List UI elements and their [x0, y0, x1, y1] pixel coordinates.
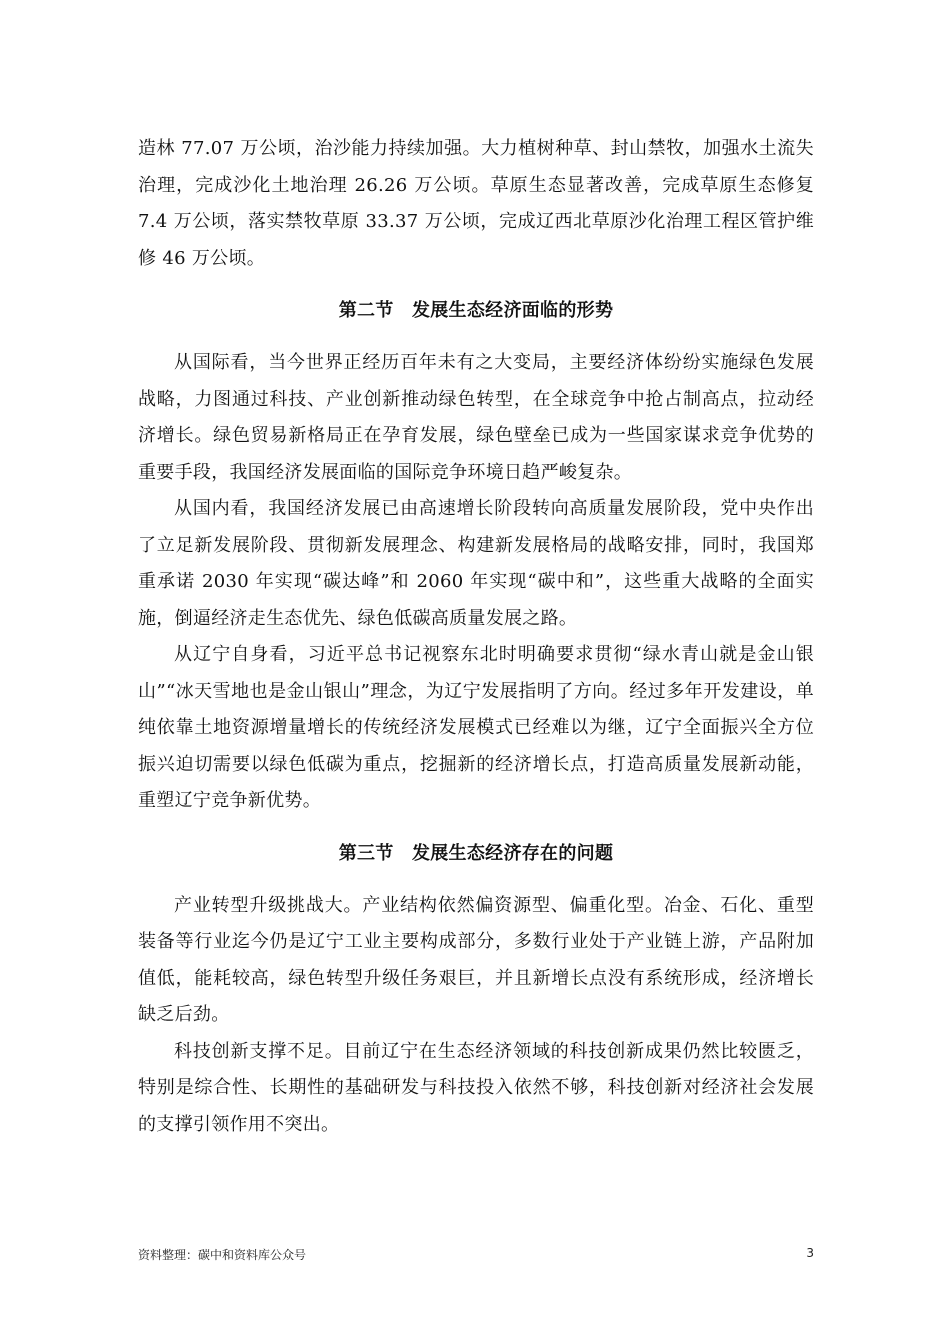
section-title-3: 第三节 发展生态经济存在的问题	[338, 842, 614, 864]
footer-source: 资料整理：碳中和资料库公众号	[138, 1248, 307, 1262]
paragraph-industry: 产业转型升级挑战大。产业结构依然偏资源型、偏重化型。冶金、石化、重型装备等行业迄今仍是辽宁工业主要构成部分，多数行业处于产业链上游，产品附加值低，能耗较高，绿色转型升级任务艰巨，并且新增长点没有系统形成，经济增长缺乏后劲。	[138, 894, 814, 1025]
paragraph-intro: 造林 77.07 万公顷，治沙能力持续加强。大力植树种草、封山禁牧，加强水土流失治理，完成沙化土地治理 26.26 万公顷。草原生态显著改善，完成草原生态修复 7.4 万公顷，落实禁牧草原 33.37 万公顷，完成辽西北草原沙化治理工程区管护维修 46 万公顷。	[138, 138, 814, 269]
paragraph-domestic: 从国内看，我国经济发展已由高速增长阶段转向高质量发展阶段，党中央作出了立足新发展阶段、贯彻新发展理念、构建新发展格局的战略安排，同时，我国郑重承诺 2030 年实现“碳达峰”和 2060 年实现“碳中和”，这些重大战略的全面实施，倒逼经济走生态优先、绿色低碳高质量发展之路。	[138, 498, 814, 629]
document-body	[138, 131, 814, 1143]
section-title-2: 第二节 发展生态经济面临的形势	[338, 300, 614, 321]
paragraph-liaoning: 从辽宁自身看，习近平总书记视察东北时明确要求贯彻“绿水青山就是金山银山”“冰天雪地也是金山银山”理念，为辽宁发展指明了方向。经过多年开发建设，单纯依靠土地资源增量增长的传统经济发展模式已经难以为继，辽宁全面振兴全方位振兴迫切需要以绿色低碳为重点，挖掘新的经济增长点，打造高质量发展新动能，重塑辽宁竞争新优势。	[138, 644, 814, 811]
page-footer	[138, 1246, 814, 1266]
page-number: 3	[806, 1246, 814, 1260]
paragraph-international: 从国际看，当今世界正经历百年未有之大变局，主要经济体纷纷实施绿色发展战略，力图通过科技、产业创新推动绿色转型，在全球竞争中抢占制高点，拉动经济增长。绿色贸易新格局正在孕育发展，绿色壁垒已成为一些国家谋求竞争优势的重要手段，我国经济发展面临的国际竞争环境日趋严峻复杂。	[138, 352, 814, 483]
paragraph-technology: 科技创新支撑不足。目前辽宁在生态经济领域的科技创新成果仍然比较匮乏，特别是综合性、长期性的基础研发与科技投入依然不够，科技创新对经济社会发展的支撑引领作用不突出。	[138, 1040, 814, 1135]
